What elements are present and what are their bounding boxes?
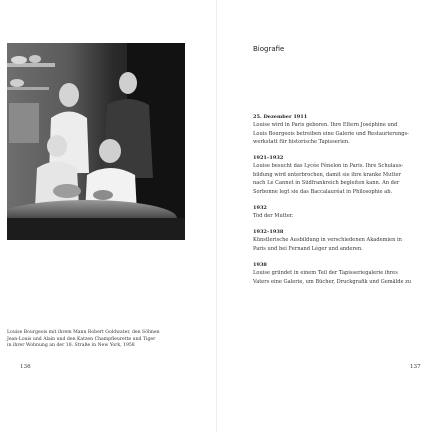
bio-entry-text: Louise besucht das Lycée Fénelon in Paris. Ihre Schulaus- — [253, 163, 404, 170]
bio-entry-text: Louis Bourgeois betreiben eine Galerie und Restaurierungs- — [253, 130, 409, 137]
bio-entry-date: 1932 — [253, 205, 267, 212]
right-page — [217, 0, 432, 432]
family-photo-image — [7, 43, 185, 240]
biography-list — [253, 114, 429, 295]
photo-caption — [7, 330, 187, 350]
bio-entry-text: Louise wird in Paris geboren. Ihre Eltern Joséphine und — [253, 122, 398, 128]
caption-line: in ihrer Wohnung an der 18. Straße in New York, 1958 — [7, 343, 135, 349]
bio-entry-text: Louise gründet in einem Teil der Tapisseriegalerie ihres — [253, 269, 398, 276]
bio-entry — [253, 114, 429, 147]
bio-entry-text: bildung wird unterbrochen, damit sie ihre kranke Mutter — [253, 171, 401, 178]
bio-entry-text: Sorbonne legt sie das Baccalauréat in Philosophie ab. — [253, 189, 393, 196]
bio-entry — [253, 229, 429, 253]
bio-entry — [253, 155, 429, 196]
bio-entry-text: Vaters eine Galerie, um Bücher, Druckgrafik und Gemälde zu — [253, 278, 412, 285]
bio-entry-text: Tod der Mutter. — [253, 213, 294, 220]
bio-entry — [253, 205, 429, 221]
page-number-left: 136 — [20, 364, 31, 370]
bio-entry-text: werkstatt für historische Tapisserien. — [253, 139, 350, 146]
bio-entry-date: 1932–1938 — [253, 229, 284, 236]
bio-entry-text: Künstlerische Ausbildung in verschiedenen Akademien in — [253, 237, 402, 244]
bio-entry-date: 25. Dezember 1911 — [253, 114, 308, 120]
page-number-right: 137 — [410, 364, 421, 370]
bio-entry-text: nach Le Cannet in Südfrankreich begleiten kann. An der — [253, 180, 400, 187]
caption-line: Jean-Louis und Alain und den Katzen Champfleurette und Tiger — [7, 336, 156, 342]
family-photo — [7, 43, 185, 240]
section-title: Biografie — [253, 45, 285, 53]
bio-entry-date: 1938 — [253, 261, 267, 268]
bio-entry-date: 1921–1932 — [253, 155, 284, 162]
bio-entry-text: Paris und bei Fernand Léger und anderen. — [253, 245, 363, 252]
bio-entry — [253, 262, 429, 286]
caption-line: Louise Bourgeois mit ihrem Mann Robert Goldwater, den Söhnen — [7, 330, 160, 335]
